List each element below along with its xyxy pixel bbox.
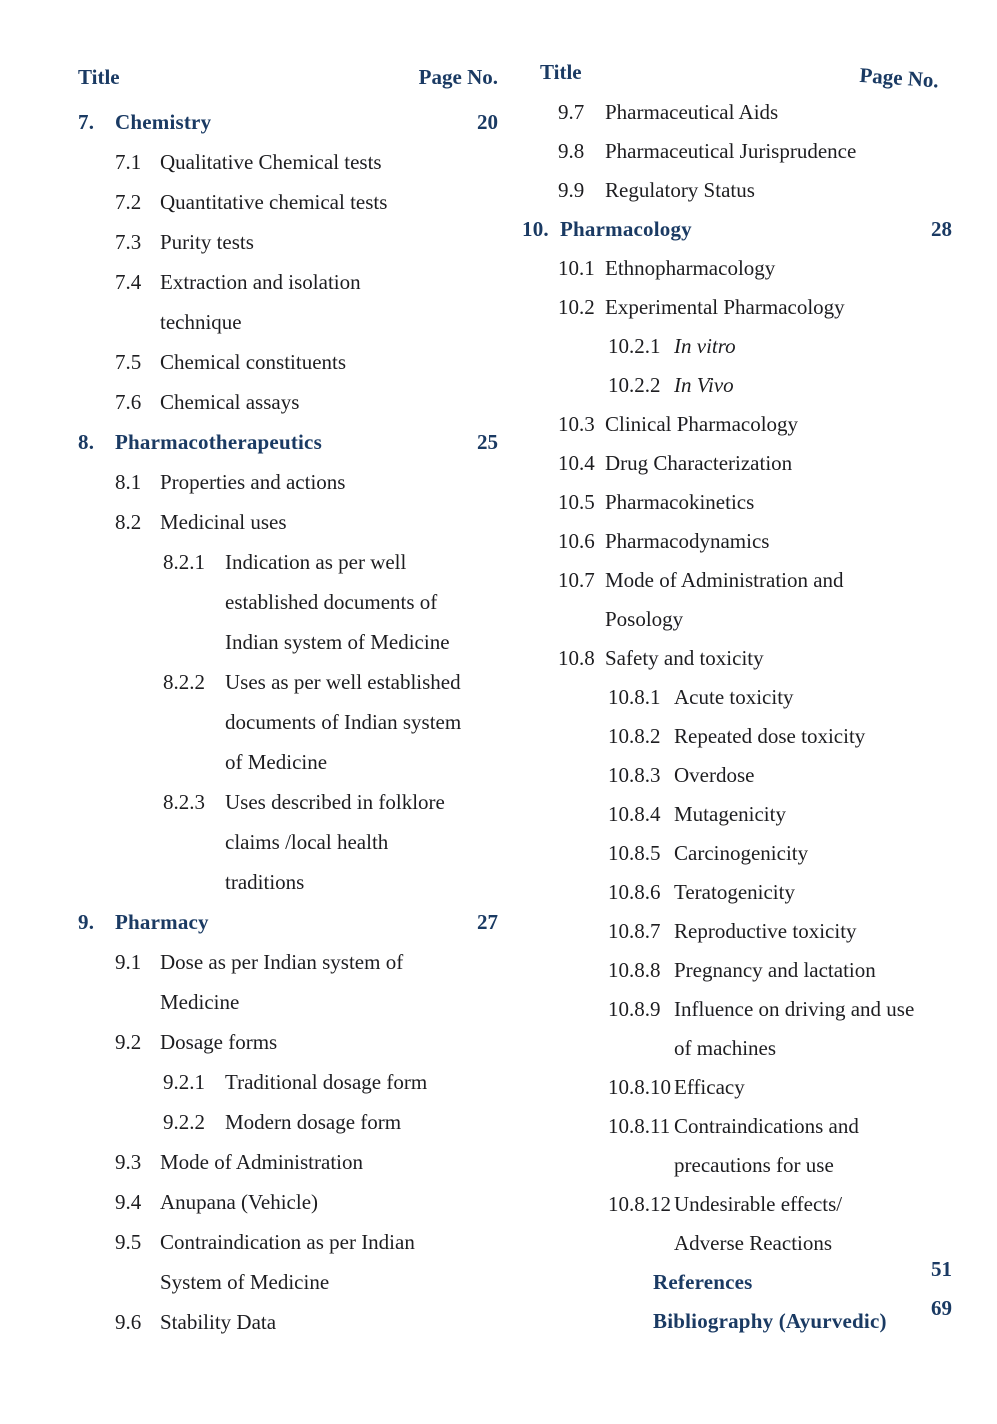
entry-page-number: 69 [931, 1296, 952, 1320]
entry-number: 10.8 [558, 646, 595, 670]
entry-number: 10.8.10 [608, 1075, 671, 1099]
entry-title [115, 902, 469, 942]
entry-number: 10.8.7 [608, 919, 661, 943]
entry-title [653, 1263, 923, 1302]
toc-entry [115, 342, 498, 382]
entry-title [160, 382, 490, 422]
toc-entry [115, 502, 498, 542]
entry-page-number: 51 [931, 1257, 952, 1281]
entry-title [674, 678, 944, 717]
entry-number: 10.8.1 [608, 685, 661, 709]
entry-title-line: Teratogenicity [674, 880, 795, 904]
entry-number: 7. [78, 110, 95, 134]
entry-title-line: Mutagenicity [674, 802, 786, 826]
toc-entry [608, 1068, 952, 1107]
entry-title [160, 1022, 490, 1062]
entry-title-line: technique [160, 310, 242, 334]
entry-title [674, 873, 944, 912]
entry-number: 10. [522, 217, 549, 241]
entry-title-line: documents of Indian system [225, 710, 462, 734]
entry-title-line: Pharmacokinetics [605, 490, 755, 514]
toc-entry [608, 327, 952, 366]
entry-title [674, 951, 944, 990]
entry-title [674, 1068, 944, 1107]
entry-title [605, 522, 944, 561]
entry-title-line: Repeated dose toxicity [674, 724, 866, 748]
toc-header-left [78, 60, 498, 94]
entry-title-line: References [653, 1270, 753, 1294]
entry-number: 9.3 [115, 1150, 142, 1174]
entry-title [160, 142, 490, 182]
entry-number: 8.2 [115, 510, 142, 534]
entry-number: 10.8.5 [608, 841, 661, 865]
entry-title-line: Undesirable effects/ [674, 1192, 843, 1216]
entry-title-line: Safety and toxicity [605, 646, 764, 670]
entry-title [605, 639, 944, 678]
entry-title-line: Dosage forms [160, 1030, 278, 1054]
entry-title [160, 942, 490, 1022]
entry-title [160, 262, 490, 342]
toc-entry [163, 782, 498, 902]
entry-number: 8.1 [115, 470, 142, 494]
toc-entry [115, 1222, 498, 1302]
entry-title-line: Contraindication as per Indian [160, 1230, 415, 1254]
toc-entry [78, 422, 498, 462]
toc-entry [615, 1257, 952, 1302]
entry-number: 10.8.4 [608, 802, 661, 826]
toc-entry [115, 1182, 498, 1222]
entry-title [225, 1102, 490, 1142]
entry-title [225, 662, 490, 782]
toc-entry [115, 942, 498, 1022]
entry-page-number: 27 [477, 910, 498, 934]
toc-entry [558, 522, 952, 561]
entry-title [115, 422, 469, 462]
toc-entry [115, 462, 498, 502]
entry-title [605, 444, 944, 483]
toc-entry [115, 1302, 498, 1342]
entry-number: 10.8.9 [608, 997, 661, 1021]
toc-entry [558, 405, 952, 444]
entry-title-line: Uses described in folklore [225, 790, 445, 814]
entry-title-line: Experimental Pharmacology [605, 295, 845, 319]
toc-entry [558, 93, 952, 132]
entry-title-line: System of Medicine [160, 1270, 330, 1294]
entry-title-line: Quantitative chemical tests [160, 190, 388, 214]
entry-number: 9.2.1 [163, 1070, 205, 1094]
entry-title-line: Carcinogenicity [674, 841, 809, 865]
entry-number: 10.2.1 [608, 334, 661, 358]
entry-title-line: Purity tests [160, 230, 254, 254]
entry-title [225, 542, 490, 662]
entry-title [160, 342, 490, 382]
toc-entry [115, 222, 498, 262]
entry-title-line: Pharmaceutical Aids [605, 100, 779, 124]
toc-entry [608, 756, 952, 795]
entry-title [605, 171, 944, 210]
entry-number: 10.3 [558, 412, 595, 436]
entry-title-line: Acute toxicity [674, 685, 794, 709]
entry-title [653, 1302, 923, 1341]
entry-title [605, 93, 944, 132]
entry-title [160, 462, 490, 502]
entry-title [605, 132, 944, 171]
entry-number: 7.2 [115, 190, 142, 214]
entry-title [674, 795, 944, 834]
entry-title [674, 834, 944, 873]
entry-title-line: Pharmacodynamics [605, 529, 770, 553]
entry-number: 8. [78, 430, 95, 454]
entry-title-line: established documents of [225, 590, 438, 614]
entry-number: 10.5 [558, 490, 595, 514]
toc-entry [163, 1062, 498, 1102]
entry-page-number: 25 [477, 430, 498, 454]
entry-title-line: Ethnopharmacology [605, 256, 776, 280]
entry-title-line: Pharmaceutical Jurisprudence [605, 139, 857, 163]
toc-entry [608, 873, 952, 912]
toc-column-right [522, 55, 952, 1341]
entry-title-line: Regulatory Status [605, 178, 755, 202]
entry-title-line: Reproductive toxicity [674, 919, 857, 943]
toc-entry [608, 1107, 952, 1185]
entry-title-line: Anupana (Vehicle) [160, 1190, 319, 1214]
toc-entry [558, 132, 952, 171]
entry-title-line: Pharmacy [115, 910, 209, 934]
entry-title-line: Chemistry [115, 110, 212, 134]
entry-title-line: Bibliography (Ayurvedic) [653, 1309, 887, 1333]
entry-title-line: precautions for use [674, 1153, 834, 1177]
entry-title-line: Modern dosage form [225, 1110, 402, 1134]
entry-title-line: Contraindications and [674, 1114, 859, 1138]
entry-title [674, 717, 944, 756]
entry-title-line: Pharmacology [560, 217, 692, 241]
entry-number: 9.5 [115, 1230, 142, 1254]
entry-title-line: Mode of Administration [160, 1150, 363, 1174]
entry-title [160, 182, 490, 222]
entry-number: 7.3 [115, 230, 142, 254]
entry-page-number: 20 [477, 110, 498, 134]
toc-entry [608, 1185, 952, 1263]
entry-title [674, 1185, 944, 1263]
toc-column-left [78, 60, 498, 1342]
entry-title-line: Pharmacotherapeutics [115, 430, 322, 454]
entry-title-line: of machines [674, 1036, 777, 1060]
entry-title [160, 1222, 490, 1302]
header-title-label: Title [78, 65, 120, 89]
toc-entry [115, 382, 498, 422]
entry-number: 9. [78, 910, 95, 934]
toc-entry [78, 102, 498, 142]
toc-entry [115, 1142, 498, 1182]
entry-number: 9.2 [115, 1030, 142, 1054]
entry-title-line: In vitro [674, 334, 736, 358]
toc-entries-left [78, 102, 498, 1342]
entry-title-line: Indian system of Medicine [225, 630, 450, 654]
entry-number: 10.8.11 [608, 1114, 671, 1138]
entry-page-number: 28 [931, 217, 952, 241]
entry-title-line: Posology [605, 607, 684, 631]
entry-number: 10.1 [558, 256, 595, 280]
entry-title-line: Pregnancy and lactation [674, 958, 876, 982]
entry-title [115, 102, 469, 142]
toc-entry [558, 561, 952, 639]
toc-entry [558, 171, 952, 210]
entry-title-line: of Medicine [225, 750, 328, 774]
entry-number: 10.8.2 [608, 724, 661, 748]
entry-title-line: Clinical Pharmacology [605, 412, 799, 436]
entry-title-line: traditions [225, 870, 305, 894]
entry-title [674, 912, 944, 951]
entry-title-line: Indication as per well [225, 550, 407, 574]
entry-number: 10.2 [558, 295, 595, 319]
toc-entry [608, 678, 952, 717]
entry-title-line: Properties and actions [160, 470, 346, 494]
entry-number: 7.1 [115, 150, 142, 174]
header-page-no-label: Page No. [418, 65, 498, 89]
entry-number: 8.2.3 [163, 790, 205, 814]
entry-title [605, 288, 944, 327]
entry-number: 9.6 [115, 1310, 142, 1334]
entry-title [160, 502, 490, 542]
entry-number: 10.8.8 [608, 958, 661, 982]
entry-title-line: Stability Data [160, 1310, 277, 1334]
toc-entry [558, 288, 952, 327]
entry-title-line: Overdose [674, 763, 755, 787]
toc-entry [163, 662, 498, 782]
toc-entry [608, 366, 952, 405]
entry-title [225, 782, 490, 902]
entry-number: 10.8.3 [608, 763, 661, 787]
entry-title [674, 366, 944, 405]
entry-title-line: Chemical assays [160, 390, 300, 414]
entry-title [674, 990, 944, 1068]
entry-number: 7.6 [115, 390, 142, 414]
entry-title-line: Mode of Administration and [605, 568, 844, 592]
toc-entry [163, 542, 498, 662]
entry-title [160, 222, 490, 262]
entry-title-line: claims /local health [225, 830, 389, 854]
toc-entry [115, 182, 498, 222]
toc-entry [558, 483, 952, 522]
entry-title [674, 327, 944, 366]
toc-entry [608, 717, 952, 756]
header-title-label: Title [540, 60, 582, 84]
entry-number: 10.4 [558, 451, 595, 475]
toc-entries-right [522, 93, 952, 1341]
entry-title-line: Drug Characterization [605, 451, 793, 475]
entry-number: 10.8.12 [608, 1192, 671, 1216]
entry-title [605, 483, 944, 522]
entry-number: 9.4 [115, 1190, 142, 1214]
toc-entry [163, 1102, 498, 1142]
entry-title [674, 1107, 944, 1185]
entry-number: 8.2.1 [163, 550, 205, 574]
toc-entry [615, 1296, 952, 1341]
entry-title [674, 756, 944, 795]
entry-title [225, 1062, 490, 1102]
toc-entry [608, 951, 952, 990]
entry-number: 10.8.6 [608, 880, 661, 904]
toc-entry [558, 444, 952, 483]
entry-title [560, 210, 923, 249]
entry-number: 10.6 [558, 529, 595, 553]
entry-title-line: Medicinal uses [160, 510, 287, 534]
entry-title-line: Dose as per Indian system of [160, 950, 404, 974]
header-page-no-label: Page No. [858, 62, 940, 93]
entry-number: 9.2.2 [163, 1110, 205, 1134]
entry-title-line: Traditional dosage form [225, 1070, 428, 1094]
entry-title-line: Medicine [160, 990, 240, 1014]
entry-title-line: Adverse Reactions [674, 1231, 833, 1255]
toc-header-right [522, 55, 952, 93]
entry-number: 9.1 [115, 950, 142, 974]
entry-title [160, 1302, 490, 1342]
toc-entry [78, 902, 498, 942]
entry-number: 7.5 [115, 350, 142, 374]
entry-title [160, 1142, 490, 1182]
entry-title-line: Extraction and isolation [160, 270, 361, 294]
toc-entry [608, 990, 952, 1068]
toc-entry [608, 795, 952, 834]
toc-entry [558, 639, 952, 678]
entry-title [605, 405, 944, 444]
toc-entry [115, 1022, 498, 1062]
toc-entry [608, 834, 952, 873]
entry-number: 7.4 [115, 270, 142, 294]
entry-title-line: In Vivo [674, 373, 734, 397]
entry-number: 8.2.2 [163, 670, 205, 694]
toc-entry [558, 249, 952, 288]
entry-title-line: Influence on driving and use [674, 997, 915, 1021]
toc-entry [608, 912, 952, 951]
entry-title-line: Qualitative Chemical tests [160, 150, 382, 174]
entry-title [605, 249, 944, 288]
entry-title [160, 1182, 490, 1222]
entry-title-line: Efficacy [674, 1075, 745, 1099]
toc-entry [115, 142, 498, 182]
entry-number: 10.2.2 [608, 373, 661, 397]
entry-title-line: Uses as per well established [225, 670, 461, 694]
toc-entry [115, 262, 498, 342]
entry-number: 9.8 [558, 139, 585, 163]
entry-title-line: Chemical constituents [160, 350, 347, 374]
entry-number: 10.7 [558, 568, 595, 592]
entry-title [605, 561, 944, 639]
toc-entry [522, 210, 952, 249]
entry-number: 9.9 [558, 178, 585, 202]
entry-number: 9.7 [558, 100, 585, 124]
